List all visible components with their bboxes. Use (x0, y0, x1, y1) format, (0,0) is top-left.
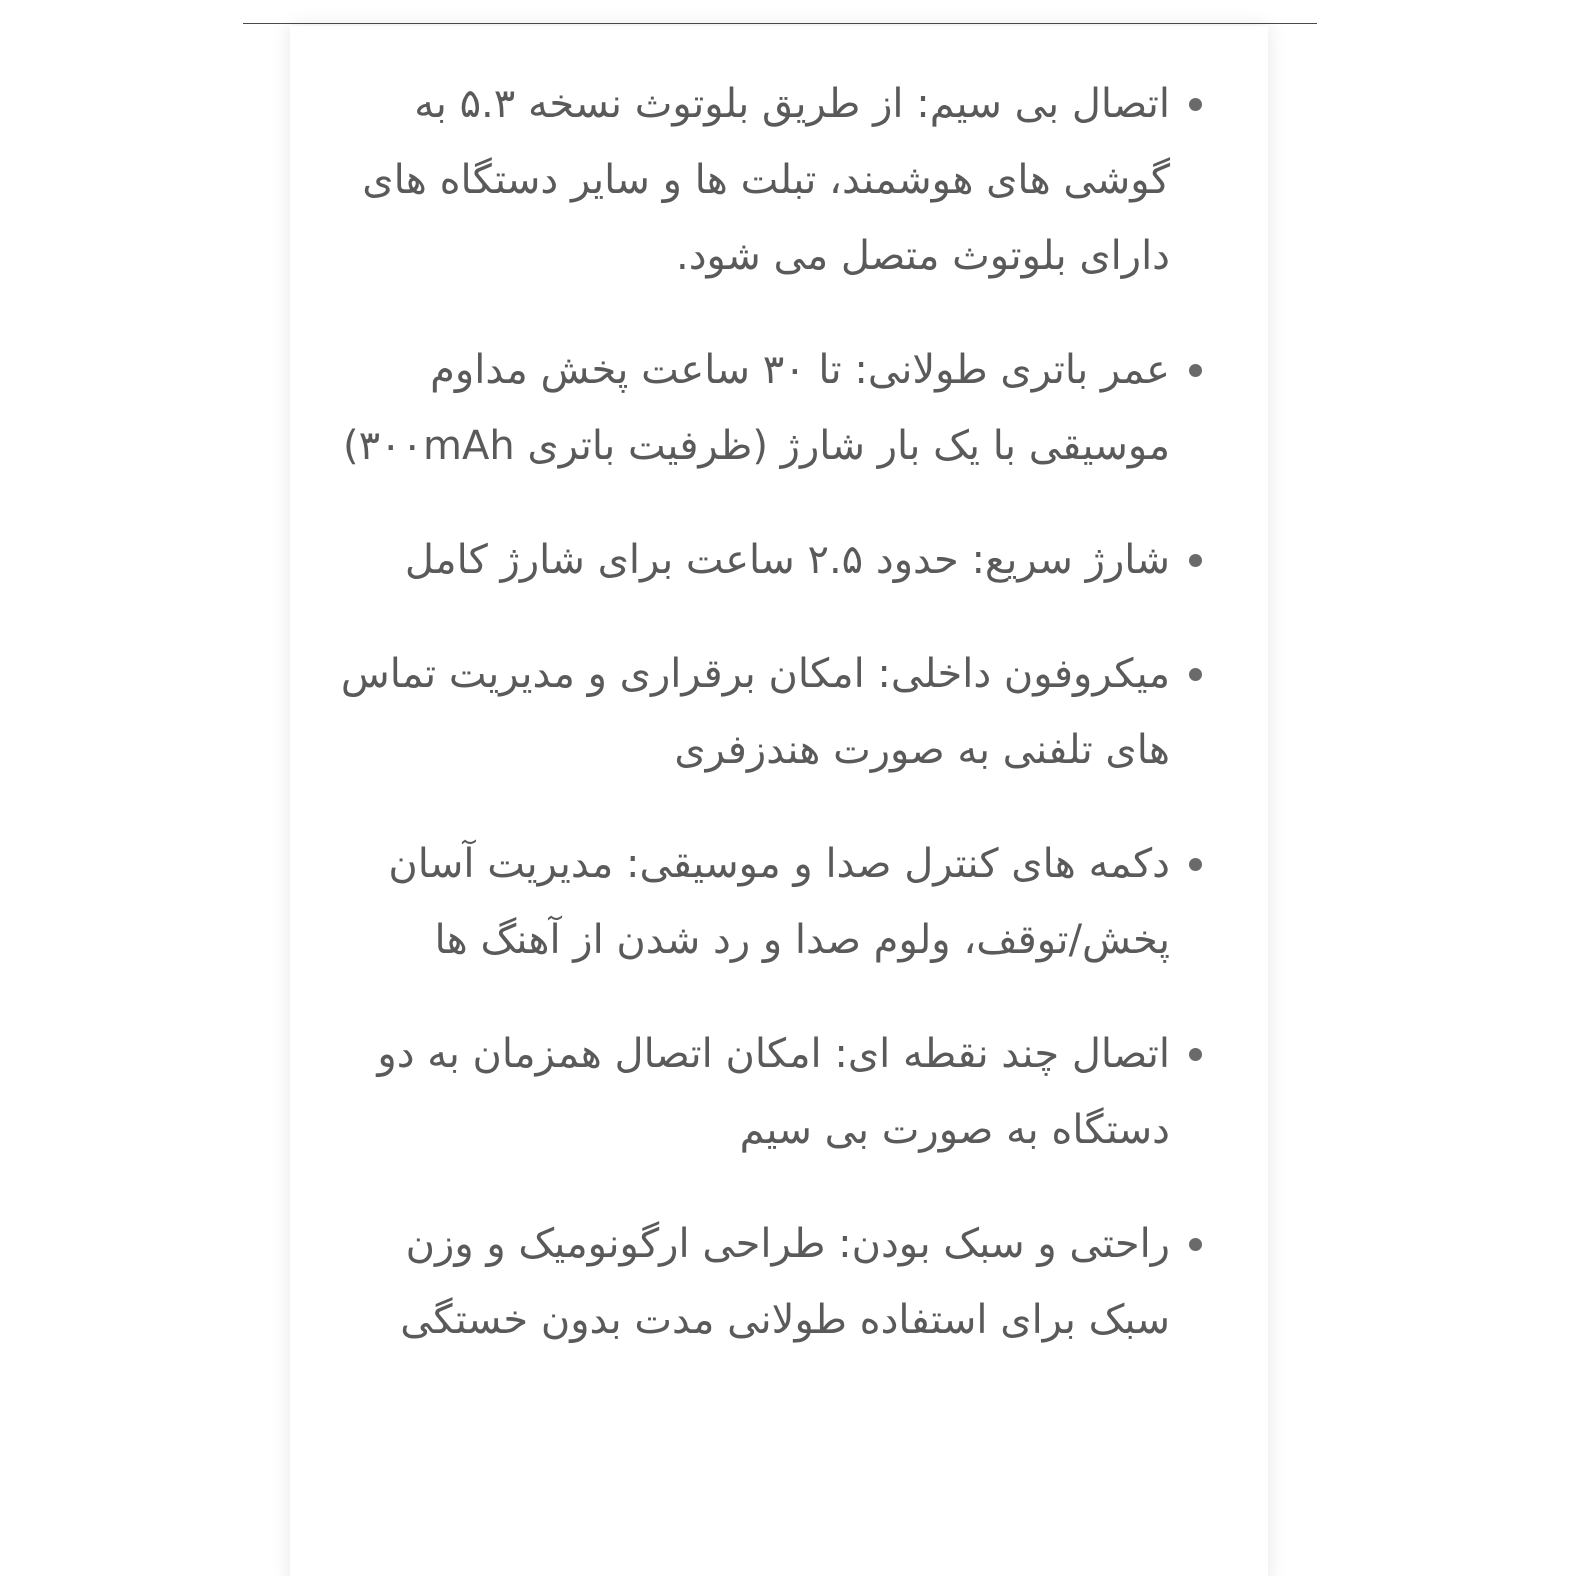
feature-text: شارژ سریع: حدود ۲.۵ ساعت برای شارژ کامل (404, 537, 1170, 583)
bullet-icon (1189, 364, 1202, 377)
feature-text: دکمه های کنترل صدا و موسیقی: مدیریت آسان پخش/توقف، ولوم صدا و رد شدن از آهنگ ها (388, 841, 1170, 963)
feature-text: راحتی و سبک بودن: طراحی ارگونومیک و وزن سبک برای استفاده طولانی مدت بدون خستگی (400, 1221, 1170, 1343)
bullet-icon (1189, 1048, 1202, 1061)
bullet-icon (1189, 668, 1202, 681)
bullet-icon (1189, 554, 1202, 567)
bullet-icon (1189, 858, 1202, 871)
content-card (290, 26, 1268, 1576)
top-divider (243, 23, 1317, 24)
list-item (330, 1016, 1230, 1168)
list-item (330, 636, 1230, 788)
feature-text: اتصال چند نقطه ای: امکان اتصال همزمان به دو دستگاه به صورت بی سیم (377, 1031, 1170, 1153)
list-item (330, 522, 1230, 598)
list-item (330, 66, 1230, 294)
bullet-icon (1189, 98, 1202, 111)
feature-text: عمر باتری طولانی: تا ۳۰ ساعت پخش مداوم موسیقی با یک بار شارژ (ظرفیت باتری ۳۰۰mAh) (342, 347, 1170, 469)
list-item (330, 1206, 1230, 1358)
feature-text: اتصال بی سیم: از طریق بلوتوث نسخه ۵.۳ به گوشی های هوشمند، تبلت ها و سایر دستگاه های دارای بلوتوث متصل می شود. (362, 81, 1170, 279)
feature-text: میکروفون داخلی: امکان برقراری و مدیریت تماس های تلفنی به صورت هندزفری (340, 651, 1170, 773)
list-item (330, 332, 1230, 484)
list-item (330, 826, 1230, 978)
bullet-icon (1189, 1238, 1202, 1251)
feature-list (330, 66, 1230, 1396)
